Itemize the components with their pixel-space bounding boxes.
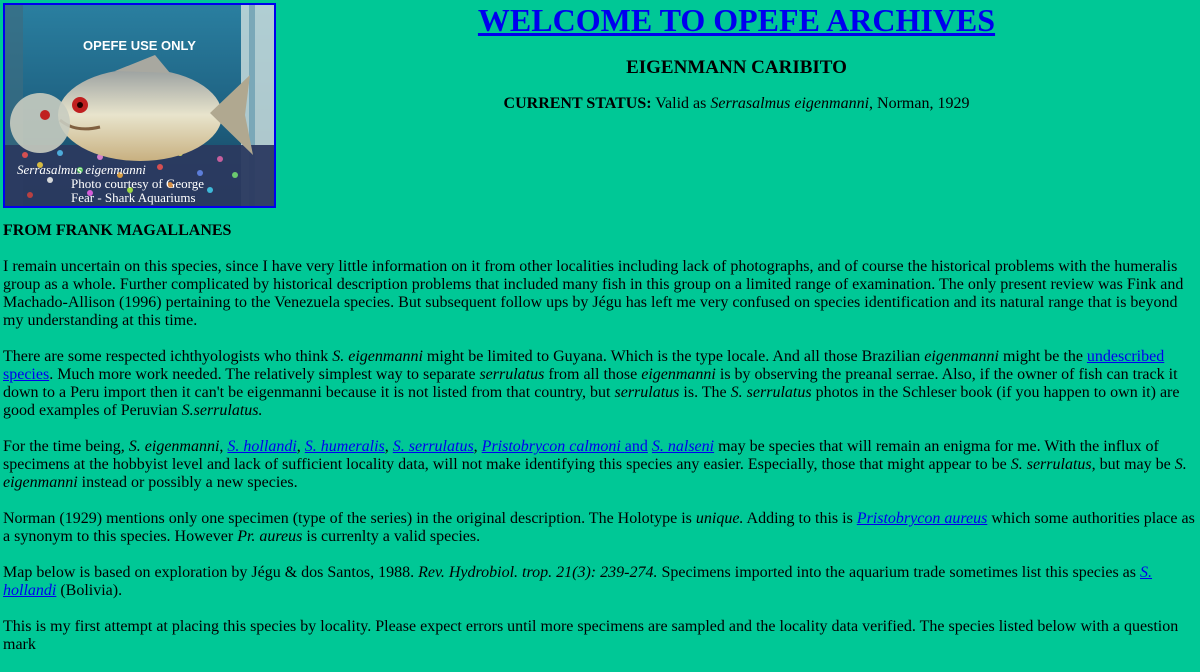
- text-span: (Bolivia).: [56, 582, 123, 599]
- text-span: photos in the Schleser book (if you happen to own it) are good examples of Peruvian: [3, 384, 1180, 419]
- italic-span: S.serrulatus.: [181, 402, 263, 419]
- photo-credit-caption: [71, 177, 204, 205]
- status-author: , Norman, 1929: [869, 95, 970, 112]
- page-header: [276, 3, 1197, 113]
- italic-span: Pr. aureus: [237, 528, 303, 545]
- italic-span: unique.: [695, 510, 744, 527]
- paragraph-5: [3, 564, 1198, 600]
- italic-span: S. serrulatus: [730, 384, 812, 401]
- article-body: [3, 222, 1198, 672]
- text-span: There are some respected ichthyologists who think: [3, 348, 333, 365]
- link-undescribed-species[interactable]: undescribed species: [3, 348, 1165, 383]
- text-span: ,: [384, 438, 393, 455]
- text-span: ,: [296, 438, 305, 455]
- link-pristobrycon-calmoni[interactable]: Pristobrycon calmoni: [481, 438, 625, 455]
- link-s-hollandi[interactable]: S. hollandi: [227, 438, 297, 455]
- photo-species-caption: Serrasalmus eigenmanni: [17, 162, 146, 177]
- text-span: might be the: [998, 348, 1087, 365]
- italic-span: serrulatus: [614, 384, 680, 401]
- italic-span: S. serrulatus,: [1010, 456, 1096, 473]
- photo-credit-line-2: Fear - Shark Aquariums: [71, 190, 196, 205]
- text-span: is currenlty a valid species.: [302, 528, 481, 545]
- status-species: Serrasalmus eigenmanni: [710, 95, 870, 112]
- link-pristobrycon-aureus[interactable]: Pristobrycon aureus: [856, 510, 988, 527]
- text-span: . Much more work needed. The relatively simplest way to separate: [49, 366, 480, 383]
- italic-span: S. eigenmanni: [128, 438, 220, 455]
- paragraph-2: [3, 348, 1198, 420]
- text-span: For the time being,: [3, 438, 129, 455]
- paragraph-6: This is my first attempt at placing this species by locality. Please expect errors until more specimens are sampled and the locality data verified. The species listed below with a question mark: [3, 618, 1179, 653]
- paragraph-4: [3, 510, 1198, 546]
- text-span: is by observing the preanal serrae. Also, if the owner of fish can track it down to a Peru import then it can't be eigenmanni because it is not listed from that country, but: [3, 366, 1178, 401]
- paragraph-1: I remain uncertain on this species, since I have very little information on it from other localities including lack of photographs, and of course the historical problems with the humeralis group as a whole. Further complicated by historical description problems that included many fish in this group on a limited range of examination. The only present review was Fink and Machado-Allison (1996) pertaining to the Venezuela species. But subsequent follow ups by Jégu has left me very confused on species identification and its natural range that is beyond my understanding at this time.: [3, 258, 1184, 329]
- italic-span: Rev. Hydrobiol. trop. 21(3): 239-274.: [418, 564, 658, 581]
- italic-span: eigenmanni: [924, 348, 999, 365]
- text-span: may be species that will remain an enigma for me. With the influx of specimens at the hobbyist level and lack of sufficient locality data, will not make identifying this species any easier. Especially, those that might appear to be: [3, 438, 1159, 473]
- text-span: Specimens imported into the aquarium trade sometimes list this species as: [657, 564, 1141, 581]
- photo-credit-line-1: Photo courtesy of George: [71, 176, 204, 191]
- current-status: [276, 95, 1197, 113]
- text-span: which some authorities place as a synonym to this species. However: [3, 510, 1195, 545]
- text-span: but may be: [1095, 456, 1175, 473]
- photo-banner-text: OPEFE USE ONLY: [83, 38, 196, 53]
- link-s-hollandi-bolivia[interactable]: S. hollandi: [3, 564, 1153, 599]
- link-and[interactable]: and: [624, 438, 648, 455]
- text-span: might be limited to Guyana. Which is the type locale. And all those Brazilian: [422, 348, 925, 365]
- text-span: ,: [219, 438, 228, 455]
- text-span: Norman (1929) mentions only one specimen (type of the series) in the original description. The Holotype is: [3, 510, 696, 527]
- species-heading: EIGENMANN CARIBITO: [626, 57, 847, 78]
- italic-span: eigenmanni: [641, 366, 716, 383]
- italic-span: serrulatus: [479, 366, 545, 383]
- status-label: CURRENT STATUS:: [503, 95, 652, 112]
- text-span: instead or possibly a new species.: [77, 474, 298, 491]
- paragraph-3: [3, 438, 1198, 492]
- italic-span: S. eigenmanni: [332, 348, 423, 365]
- text-span: Adding to this is: [743, 510, 857, 527]
- site-title-link[interactable]: WELCOME TO OPEFE ARCHIVES: [477, 2, 996, 38]
- link-s-serrulatus[interactable]: S. serrulatus: [392, 438, 474, 455]
- status-text: Valid as: [651, 95, 711, 112]
- text-span: ,: [473, 438, 482, 455]
- text-span: Map below is based on exploration by Jégu & dos Santos, 1988.: [3, 564, 419, 581]
- italic-span: S. eigenmanni: [3, 456, 1187, 491]
- author-heading: FROM FRANK MAGALLANES: [3, 222, 232, 239]
- species-photo[interactable]: [3, 3, 276, 208]
- text-span: from all those: [544, 366, 642, 383]
- link-s-humeralis[interactable]: S. humeralis: [304, 438, 385, 455]
- text-span: is. The: [679, 384, 731, 401]
- link-s-nalseni[interactable]: S. nalseni: [651, 438, 715, 455]
